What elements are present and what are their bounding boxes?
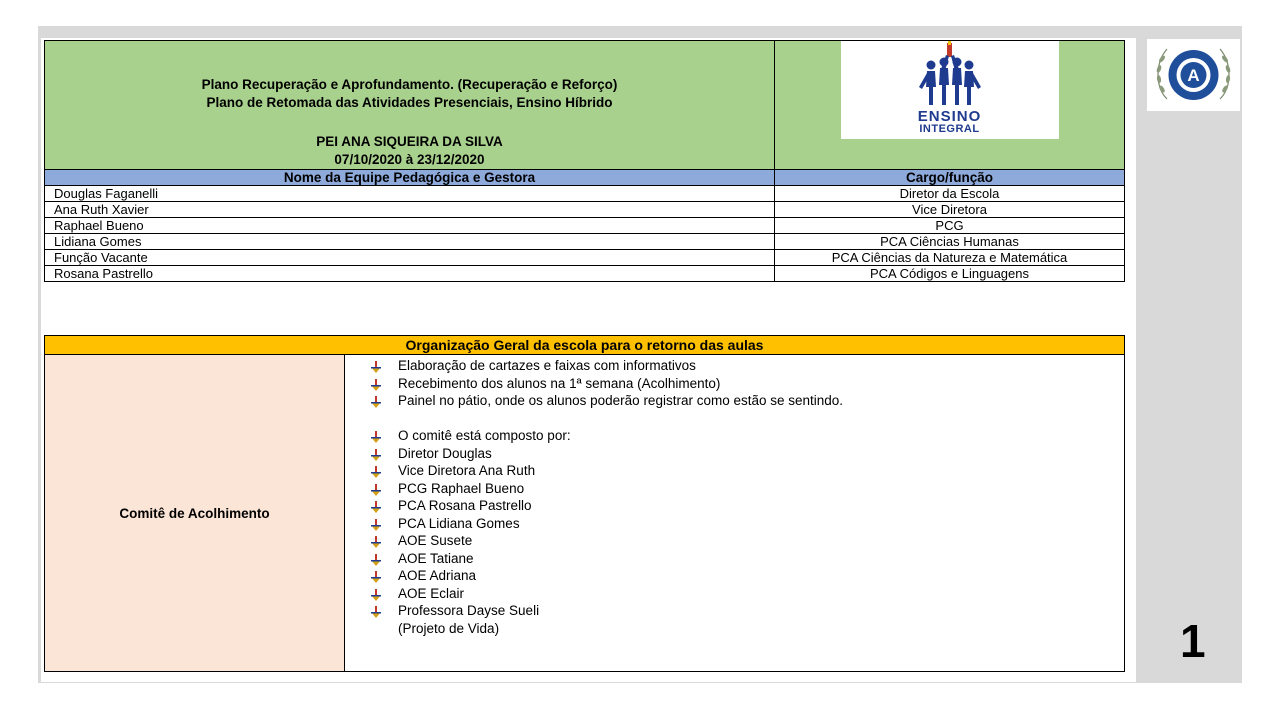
member-name: Função Vacante: [45, 250, 775, 266]
team-table: [44, 40, 1125, 282]
plan-title-line1: Plano Recuperação e Aprofundamento. (Recuperação e Reforço): [201, 77, 618, 92]
table-row: [45, 186, 1125, 202]
list-item: Professora Dayse Sueli: [369, 602, 1124, 620]
arrow-down-icon: [370, 500, 382, 512]
arrow-down-icon: [370, 535, 382, 547]
school-seal-icon: [1147, 39, 1240, 111]
list-item: Vice Diretora Ana Ruth: [369, 462, 1124, 480]
table-row: [45, 266, 1125, 282]
member-name: Raphael Bueno: [45, 218, 775, 234]
arrow-down-icon: [370, 465, 382, 477]
list-item: AOE Susete: [369, 532, 1124, 550]
organization-title: Organização Geral da escola para o retorno das aulas: [45, 336, 1125, 355]
list-item: AOE Eclair: [369, 585, 1124, 603]
list-item: PCG Raphael Bueno: [369, 480, 1124, 498]
logo-text-integral: INTEGRAL: [919, 123, 980, 135]
arrow-down-icon: [370, 378, 382, 390]
table-row: [45, 234, 1125, 250]
list-item: Painel no pátio, onde os alunos poderão registrar como estão se sentindo.: [369, 392, 1124, 410]
table-row: [45, 218, 1125, 234]
member-role: PCA Ciências da Natureza e Matemática: [775, 250, 1125, 266]
school-name: PEI ANA SIQUEIRA DA SILVA: [316, 134, 503, 149]
plan-period: 07/10/2020 à 23/12/2020: [334, 152, 485, 167]
arrow-down-icon: [370, 395, 382, 407]
arrow-down-icon: [370, 360, 382, 372]
list-item: PCA Rosana Pastrello: [369, 497, 1124, 515]
header-row: [45, 41, 1125, 170]
logo-cell: [775, 41, 1125, 170]
arrow-down-icon: [370, 518, 382, 530]
arrow-down-icon: [370, 588, 382, 600]
list-item: Recebimento dos alunos na 1ª semana (Acolhimento): [369, 375, 1124, 393]
logo-text-ensino: ENSINO: [917, 108, 982, 125]
table-row: [45, 202, 1125, 218]
member-role: Diretor da Escola: [775, 186, 1125, 202]
arrow-down-icon: [370, 448, 382, 460]
committee-label: Comitê de Acolhimento: [45, 355, 345, 672]
plan-title-cell: [45, 41, 775, 170]
arrow-down-icon: [370, 483, 382, 495]
col-header-role: Cargo/função: [775, 170, 1125, 186]
people-icon: [841, 41, 1059, 111]
member-role: PCA Ciências Humanas: [775, 234, 1125, 250]
arrow-down-icon: [370, 605, 382, 617]
svg-text:A: A: [1187, 66, 1200, 85]
plan-title-line2: Plano de Retomada das Atividades Presenciais, Ensino Híbrido: [206, 95, 613, 110]
member-name: Lidiana Gomes: [45, 234, 775, 250]
committee-list: [369, 357, 1124, 637]
list-item: Diretor Douglas: [369, 445, 1124, 463]
member-role: PCA Códigos e Linguagens: [775, 266, 1125, 282]
list-spacer: [369, 410, 1124, 428]
member-role: Vice Diretora: [775, 202, 1125, 218]
member-name: Douglas Faganelli: [45, 186, 775, 202]
list-item: O comitê está composto por:: [369, 427, 1124, 445]
arrow-down-icon: [370, 553, 382, 565]
list-item: AOE Tatiane: [369, 550, 1124, 568]
list-item: Elaboração de cartazes e faixas com informativos: [369, 357, 1124, 375]
arrow-down-icon: [370, 430, 382, 442]
col-header-name: Nome da Equipe Pedagógica e Gestora: [45, 170, 775, 186]
list-item-continuation: (Projeto de Vida): [398, 620, 500, 636]
team-header-row: [45, 170, 1125, 186]
list-item: PCA Lidiana Gomes: [369, 515, 1124, 533]
page-number: 1: [1180, 615, 1206, 667]
table-row: [45, 250, 1125, 266]
member-name: Ana Ruth Xavier: [45, 202, 775, 218]
committee-items-cell: [345, 355, 1125, 672]
arrow-down-icon: [370, 570, 382, 582]
ensino-integral-logo: [841, 41, 1059, 139]
list-item: AOE Adriana: [369, 567, 1124, 585]
member-name: Rosana Pastrello: [45, 266, 775, 282]
member-role: PCG: [775, 218, 1125, 234]
organization-table: [44, 335, 1125, 672]
school-emblem: [1147, 39, 1240, 111]
